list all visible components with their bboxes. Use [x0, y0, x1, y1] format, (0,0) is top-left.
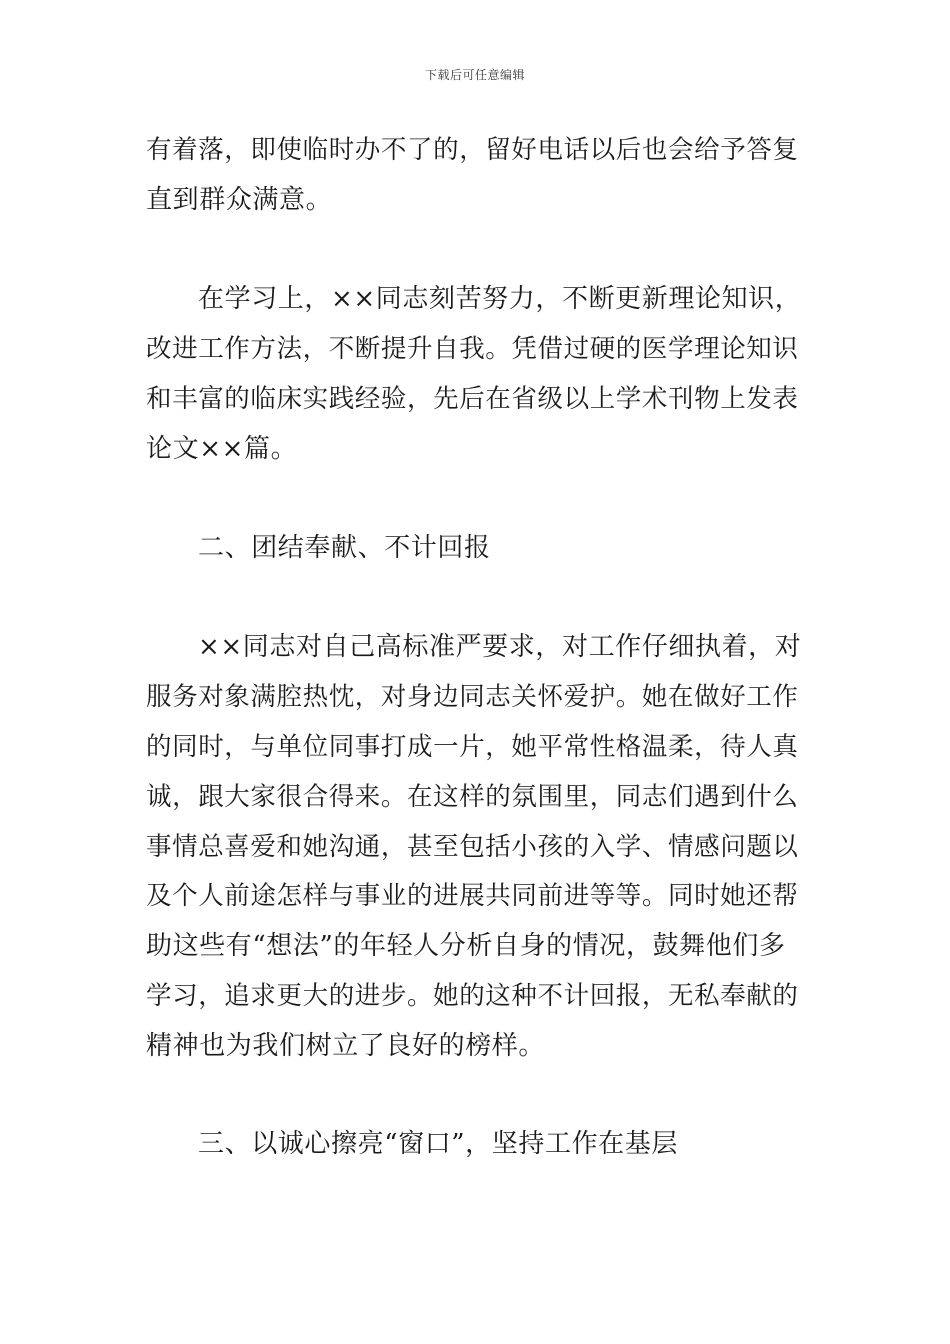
- body-line: 改进工作方法，不断提升自我。凭借过硬的医学理论知识: [146, 334, 799, 364]
- body-line: 服务对象满腔热忱，对身边同志关怀爱护。她在做好工作: [146, 682, 799, 712]
- body-line: 论文××篇。: [146, 434, 298, 464]
- section-heading: 三、以诚心擦亮“窗口”，坚持工作在基层: [198, 1129, 678, 1159]
- body-line: 助这些有“想法”的年轻人分析自身的情况，鼓舞他们多: [146, 931, 786, 961]
- body-line: 诚，跟大家很合得来。在这样的氛围里，同志们遇到什么: [146, 782, 799, 812]
- body-line: 事情总喜爱和她沟通，甚至包括小孩的入学、情感问题以: [146, 832, 799, 862]
- body-line: 直到群众满意。: [146, 185, 333, 215]
- body-line: ××同志对自己高标准严要求，对工作仔细执着，对: [198, 632, 802, 662]
- body-line: 学习，追求更大的进步。她的这种不计回报，无私奉献的: [146, 981, 799, 1011]
- body-line: 有着落，即使临时办不了的，留好电话以后也会给予答复: [146, 135, 799, 165]
- body-line: 的同时，与单位同事打成一片，她平常性格温柔，待人真: [146, 732, 799, 762]
- body-line: 精神也为我们树立了良好的榜样。: [146, 1031, 546, 1061]
- body-line: 及个人前途怎样与事业的进展共同前进等等。同时她还帮: [146, 881, 799, 911]
- body-line: 和丰富的临床实践经验，先后在省级以上学术刊物上发表: [146, 384, 799, 414]
- body-line: 在学习上，××同志刻苦努力，不断更新理论知识，: [198, 284, 802, 314]
- section-heading: 二、团结奉献、不计回报: [198, 533, 491, 563]
- header-note: 下载后可任意编辑: [424, 68, 525, 82]
